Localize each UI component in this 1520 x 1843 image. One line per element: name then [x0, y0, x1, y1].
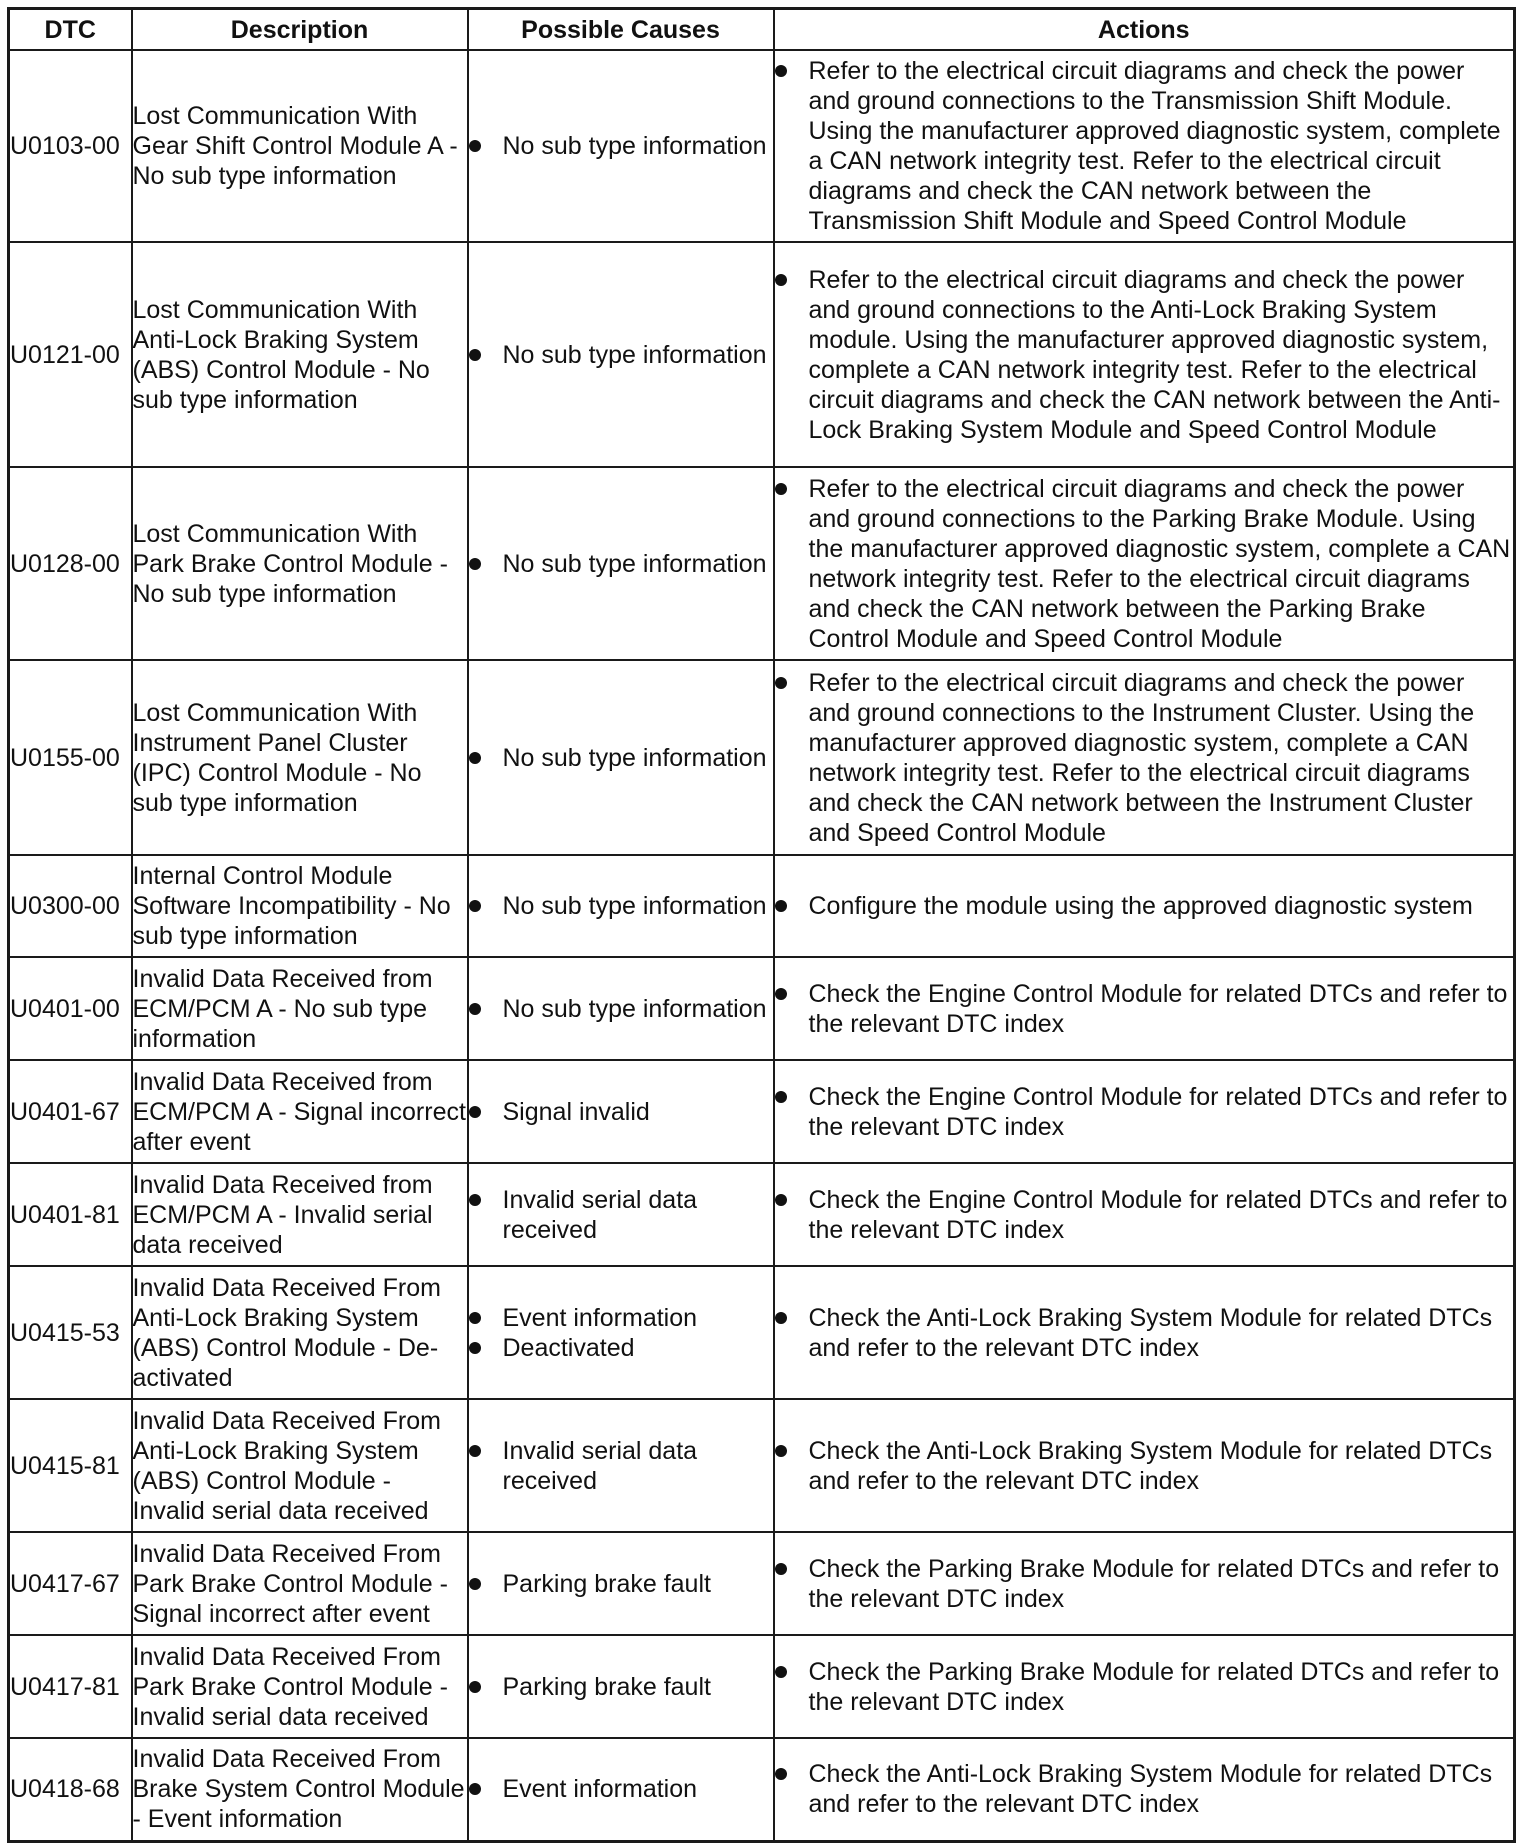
- possible-causes-list: [469, 1436, 773, 1496]
- header-dtc: DTC: [9, 9, 132, 51]
- possible-causes-cell: [468, 957, 774, 1060]
- possible-causes-list: [469, 743, 773, 773]
- dtc-description: Lost Communication With Park Brake Control Module - No sub type information: [132, 467, 468, 660]
- possible-causes-list: [469, 1303, 773, 1363]
- dtc-code: U0401-67: [9, 1060, 132, 1163]
- actions-list: [775, 979, 1514, 1039]
- action-item: Refer to the electrical circuit diagrams and check the power and ground connections to the Transmission Shift Module. Using the manufacturer approved diagnostic system, complete a CAN network integrity test. Refer to the electrical circuit diagrams and check the CAN network between the Transmission Shift Module and Speed Control Module: [775, 56, 1514, 236]
- dtc-code: U0415-53: [9, 1266, 132, 1399]
- actions-cell: [774, 1738, 1515, 1841]
- dtc-description: Invalid Data Received From Brake System Control Module - Event information: [132, 1738, 468, 1841]
- possible-cause-item: Event information: [469, 1774, 773, 1804]
- actions-list: [775, 56, 1514, 236]
- possible-causes-list: [469, 891, 773, 921]
- possible-cause-item: No sub type information: [469, 743, 773, 773]
- actions-list: [775, 1657, 1514, 1717]
- table-row: [9, 1163, 1515, 1266]
- possible-cause-item: No sub type information: [469, 891, 773, 921]
- table-header-row: [9, 9, 1515, 51]
- actions-list: [775, 1436, 1514, 1496]
- actions-list: [775, 1303, 1514, 1363]
- possible-causes-list: [469, 1774, 773, 1804]
- possible-causes-cell: [468, 1635, 774, 1738]
- possible-causes-list: [469, 994, 773, 1024]
- actions-cell: [774, 1532, 1515, 1635]
- table-row: [9, 1060, 1515, 1163]
- action-item: Configure the module using the approved diagnostic system: [775, 891, 1514, 921]
- dtc-code: U0155-00: [9, 660, 132, 855]
- dtc-code: U0128-00: [9, 467, 132, 660]
- actions-list: [775, 668, 1514, 848]
- actions-cell: [774, 660, 1515, 855]
- dtc-code: U0401-81: [9, 1163, 132, 1266]
- possible-causes-list: [469, 131, 773, 161]
- dtc-description: Internal Control Module Software Incompatibility - No sub type information: [132, 855, 468, 957]
- possible-cause-item: No sub type information: [469, 994, 773, 1024]
- actions-list: [775, 474, 1514, 654]
- dtc-description: Invalid Data Received From Park Brake Control Module - Invalid serial data received: [132, 1635, 468, 1738]
- table-row: [9, 1738, 1515, 1841]
- possible-causes-cell: [468, 1163, 774, 1266]
- action-item: Check the Engine Control Module for related DTCs and refer to the relevant DTC index: [775, 1185, 1514, 1245]
- actions-cell: [774, 242, 1515, 467]
- action-item: Refer to the electrical circuit diagrams and check the power and ground connections to the Anti-Lock Braking System module. Using the manufacturer approved diagnostic system, complete a CAN network integrity test. Refer to the electrical circuit diagrams and check the CAN network between the Anti-Lock Braking System Module and Speed Control Module: [775, 265, 1514, 445]
- possible-cause-item: Parking brake fault: [469, 1672, 773, 1702]
- dtc-description: Invalid Data Received From Anti-Lock Braking System (ABS) Control Module - Invalid serial data received: [132, 1399, 468, 1532]
- action-item: Check the Parking Brake Module for related DTCs and refer to the relevant DTC index: [775, 1554, 1514, 1614]
- actions-list: [775, 1759, 1514, 1819]
- dtc-description: Lost Communication With Anti-Lock Braking System (ABS) Control Module - No sub type information: [132, 242, 468, 467]
- dtc-code: U0417-67: [9, 1532, 132, 1635]
- table-row: [9, 1532, 1515, 1635]
- action-item: Refer to the electrical circuit diagrams and check the power and ground connections to the Parking Brake Module. Using the manufacturer approved diagnostic system, complete a CAN network integrity test. Refer to the electrical circuit diagrams and check the CAN network between the Parking Brake Control Module and Speed Control Module: [775, 474, 1514, 654]
- possible-causes-cell: [468, 660, 774, 855]
- action-item: Refer to the electrical circuit diagrams and check the power and ground connections to the Instrument Cluster. Using the manufacturer approved diagnostic system, complete a CAN network integrity test. Refer to the electrical circuit diagrams and check the CAN network between the Instrument Cluster and Speed Control Module: [775, 668, 1514, 848]
- possible-causes-list: [469, 1672, 773, 1702]
- table-row: [9, 1635, 1515, 1738]
- actions-cell: [774, 1399, 1515, 1532]
- possible-cause-item: No sub type information: [469, 131, 773, 161]
- possible-cause-item: Signal invalid: [469, 1097, 773, 1127]
- dtc-description: Invalid Data Received from ECM/PCM A - Invalid serial data received: [132, 1163, 468, 1266]
- actions-cell: [774, 1266, 1515, 1399]
- actions-cell: [774, 50, 1515, 242]
- header-possible-causes: Possible Causes: [468, 9, 774, 51]
- possible-causes-cell: [468, 1738, 774, 1841]
- possible-cause-item: Invalid serial data received: [469, 1185, 773, 1245]
- dtc-table: [7, 7, 1516, 1843]
- possible-causes-cell: [468, 242, 774, 467]
- possible-cause-item: Invalid serial data received: [469, 1436, 773, 1496]
- dtc-code: U0401-00: [9, 957, 132, 1060]
- actions-cell: [774, 1060, 1515, 1163]
- table-row: [9, 242, 1515, 467]
- actions-cell: [774, 467, 1515, 660]
- table-row: [9, 50, 1515, 242]
- table-row: [9, 1399, 1515, 1532]
- actions-list: [775, 265, 1514, 445]
- actions-list: [775, 1185, 1514, 1245]
- table-row: [9, 660, 1515, 855]
- possible-cause-item: Parking brake fault: [469, 1569, 773, 1599]
- possible-causes-list: [469, 1097, 773, 1127]
- possible-cause-item: No sub type information: [469, 340, 773, 370]
- possible-causes-cell: [468, 855, 774, 957]
- table-row: [9, 467, 1515, 660]
- possible-causes-list: [469, 549, 773, 579]
- actions-list: [775, 891, 1514, 921]
- action-item: Check the Anti-Lock Braking System Module for related DTCs and refer to the relevant DTC index: [775, 1303, 1514, 1363]
- table-body: [9, 50, 1515, 1841]
- action-item: Check the Anti-Lock Braking System Module for related DTCs and refer to the relevant DTC index: [775, 1759, 1514, 1819]
- table-row: [9, 855, 1515, 957]
- dtc-description: Lost Communication With Gear Shift Control Module A - No sub type information: [132, 50, 468, 242]
- dtc-code: U0415-81: [9, 1399, 132, 1532]
- possible-causes-cell: [468, 50, 774, 242]
- dtc-description: Lost Communication With Instrument Panel Cluster (IPC) Control Module - No sub type information: [132, 660, 468, 855]
- actions-cell: [774, 1635, 1515, 1738]
- actions-list: [775, 1554, 1514, 1614]
- action-item: Check the Parking Brake Module for related DTCs and refer to the relevant DTC index: [775, 1657, 1514, 1717]
- possible-cause-item: No sub type information: [469, 549, 773, 579]
- possible-causes-cell: [468, 1532, 774, 1635]
- possible-causes-list: [469, 1569, 773, 1599]
- possible-cause-item: Event information: [469, 1303, 773, 1333]
- dtc-code: U0418-68: [9, 1738, 132, 1841]
- possible-causes-cell: [468, 1266, 774, 1399]
- dtc-code: U0103-00: [9, 50, 132, 242]
- dtc-description: Invalid Data Received From Anti-Lock Braking System (ABS) Control Module - De-activated: [132, 1266, 468, 1399]
- possible-causes-list: [469, 1185, 773, 1245]
- action-item: Check the Anti-Lock Braking System Module for related DTCs and refer to the relevant DTC index: [775, 1436, 1514, 1496]
- action-item: Check the Engine Control Module for related DTCs and refer to the relevant DTC index: [775, 1082, 1514, 1142]
- actions-cell: [774, 1163, 1515, 1266]
- table-row: [9, 957, 1515, 1060]
- action-item: Check the Engine Control Module for related DTCs and refer to the relevant DTC index: [775, 979, 1514, 1039]
- dtc-description: Invalid Data Received from ECM/PCM A - No sub type information: [132, 957, 468, 1060]
- actions-list: [775, 1082, 1514, 1142]
- actions-cell: [774, 957, 1515, 1060]
- possible-causes-cell: [468, 1399, 774, 1532]
- possible-causes-cell: [468, 1060, 774, 1163]
- possible-causes-list: [469, 340, 773, 370]
- possible-causes-cell: [468, 467, 774, 660]
- actions-cell: [774, 855, 1515, 957]
- dtc-code: U0300-00: [9, 855, 132, 957]
- dtc-code: U0417-81: [9, 1635, 132, 1738]
- possible-cause-item: Deactivated: [469, 1333, 773, 1363]
- dtc-code: U0121-00: [9, 242, 132, 467]
- header-description: Description: [132, 9, 468, 51]
- dtc-description: Invalid Data Received From Park Brake Control Module - Signal incorrect after event: [132, 1532, 468, 1635]
- dtc-description: Invalid Data Received from ECM/PCM A - Signal incorrect after event: [132, 1060, 468, 1163]
- table-row: [9, 1266, 1515, 1399]
- header-actions: Actions: [774, 9, 1515, 51]
